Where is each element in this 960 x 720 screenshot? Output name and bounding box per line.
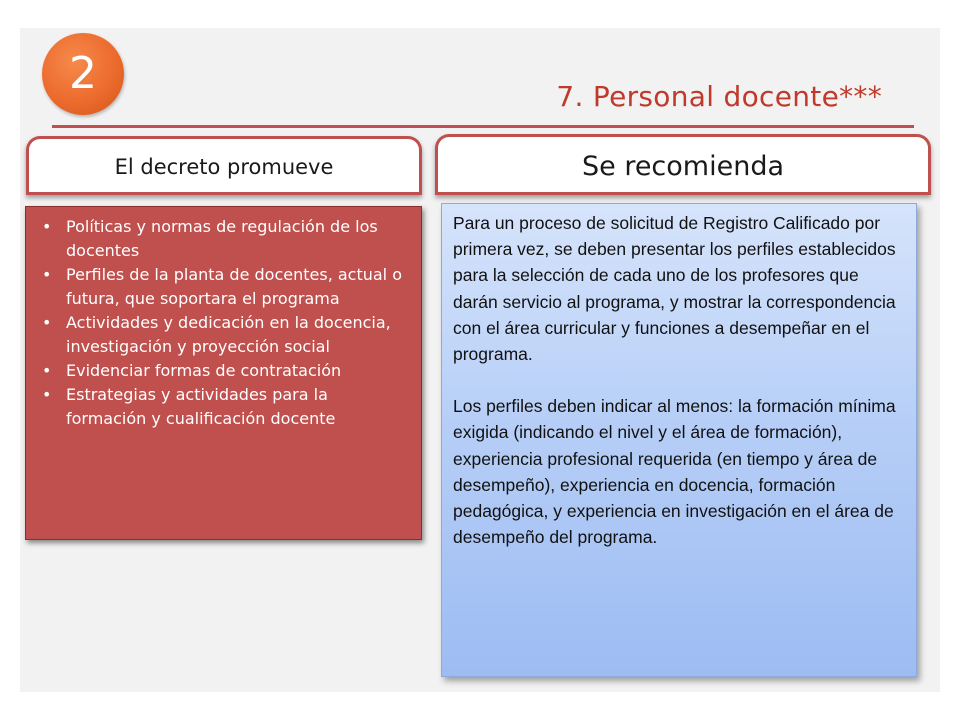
- promotes-list: [36, 215, 411, 431]
- slide-number-badge: 2: [42, 33, 124, 115]
- recommendation-box: [441, 203, 917, 677]
- title-underline: [52, 125, 914, 128]
- page-title: 7. Personal docente***: [556, 80, 882, 113]
- left-panel-header: El decreto promueve: [26, 136, 422, 195]
- list-item: • Estrategias y actividades para la formación y cualificación docente: [36, 383, 411, 431]
- left-panel-header-divider: [26, 192, 422, 195]
- list-item: • Actividades y dedicación en la docencia, investigación y proyección social: [36, 311, 411, 359]
- promotes-list-box: [25, 206, 422, 540]
- recommendation-paragraph: Para un proceso de solicitud de Registro Calificado por primera vez, se deben presentar los perfiles establecidos para la selección de cada uno de los profesores que darán servicio al programa, y mostrar la correspondencia con el área curricular y funciones a desempeñar en el programa.: [453, 213, 896, 365]
- list-item: • Políticas y normas de regulación de los docentes: [36, 215, 411, 263]
- list-item: • Evidenciar formas de contratación: [36, 359, 411, 383]
- right-panel-header: Se recomienda: [435, 134, 931, 195]
- right-panel-header-divider: [435, 192, 931, 195]
- recommendation-paragraph: Los perfiles deben indicar al menos: la formación mínima exigida (indicando el nivel y el área de formación), experiencia profesional requerida (en tiempo y área de desempeño), experiencia en docencia, formación pedagógica, y experiencia en investigación en el área de desempeño del programa.: [453, 396, 896, 548]
- list-item: • Perfiles de la planta de docentes, actual o futura, que soportara el programa: [36, 263, 411, 311]
